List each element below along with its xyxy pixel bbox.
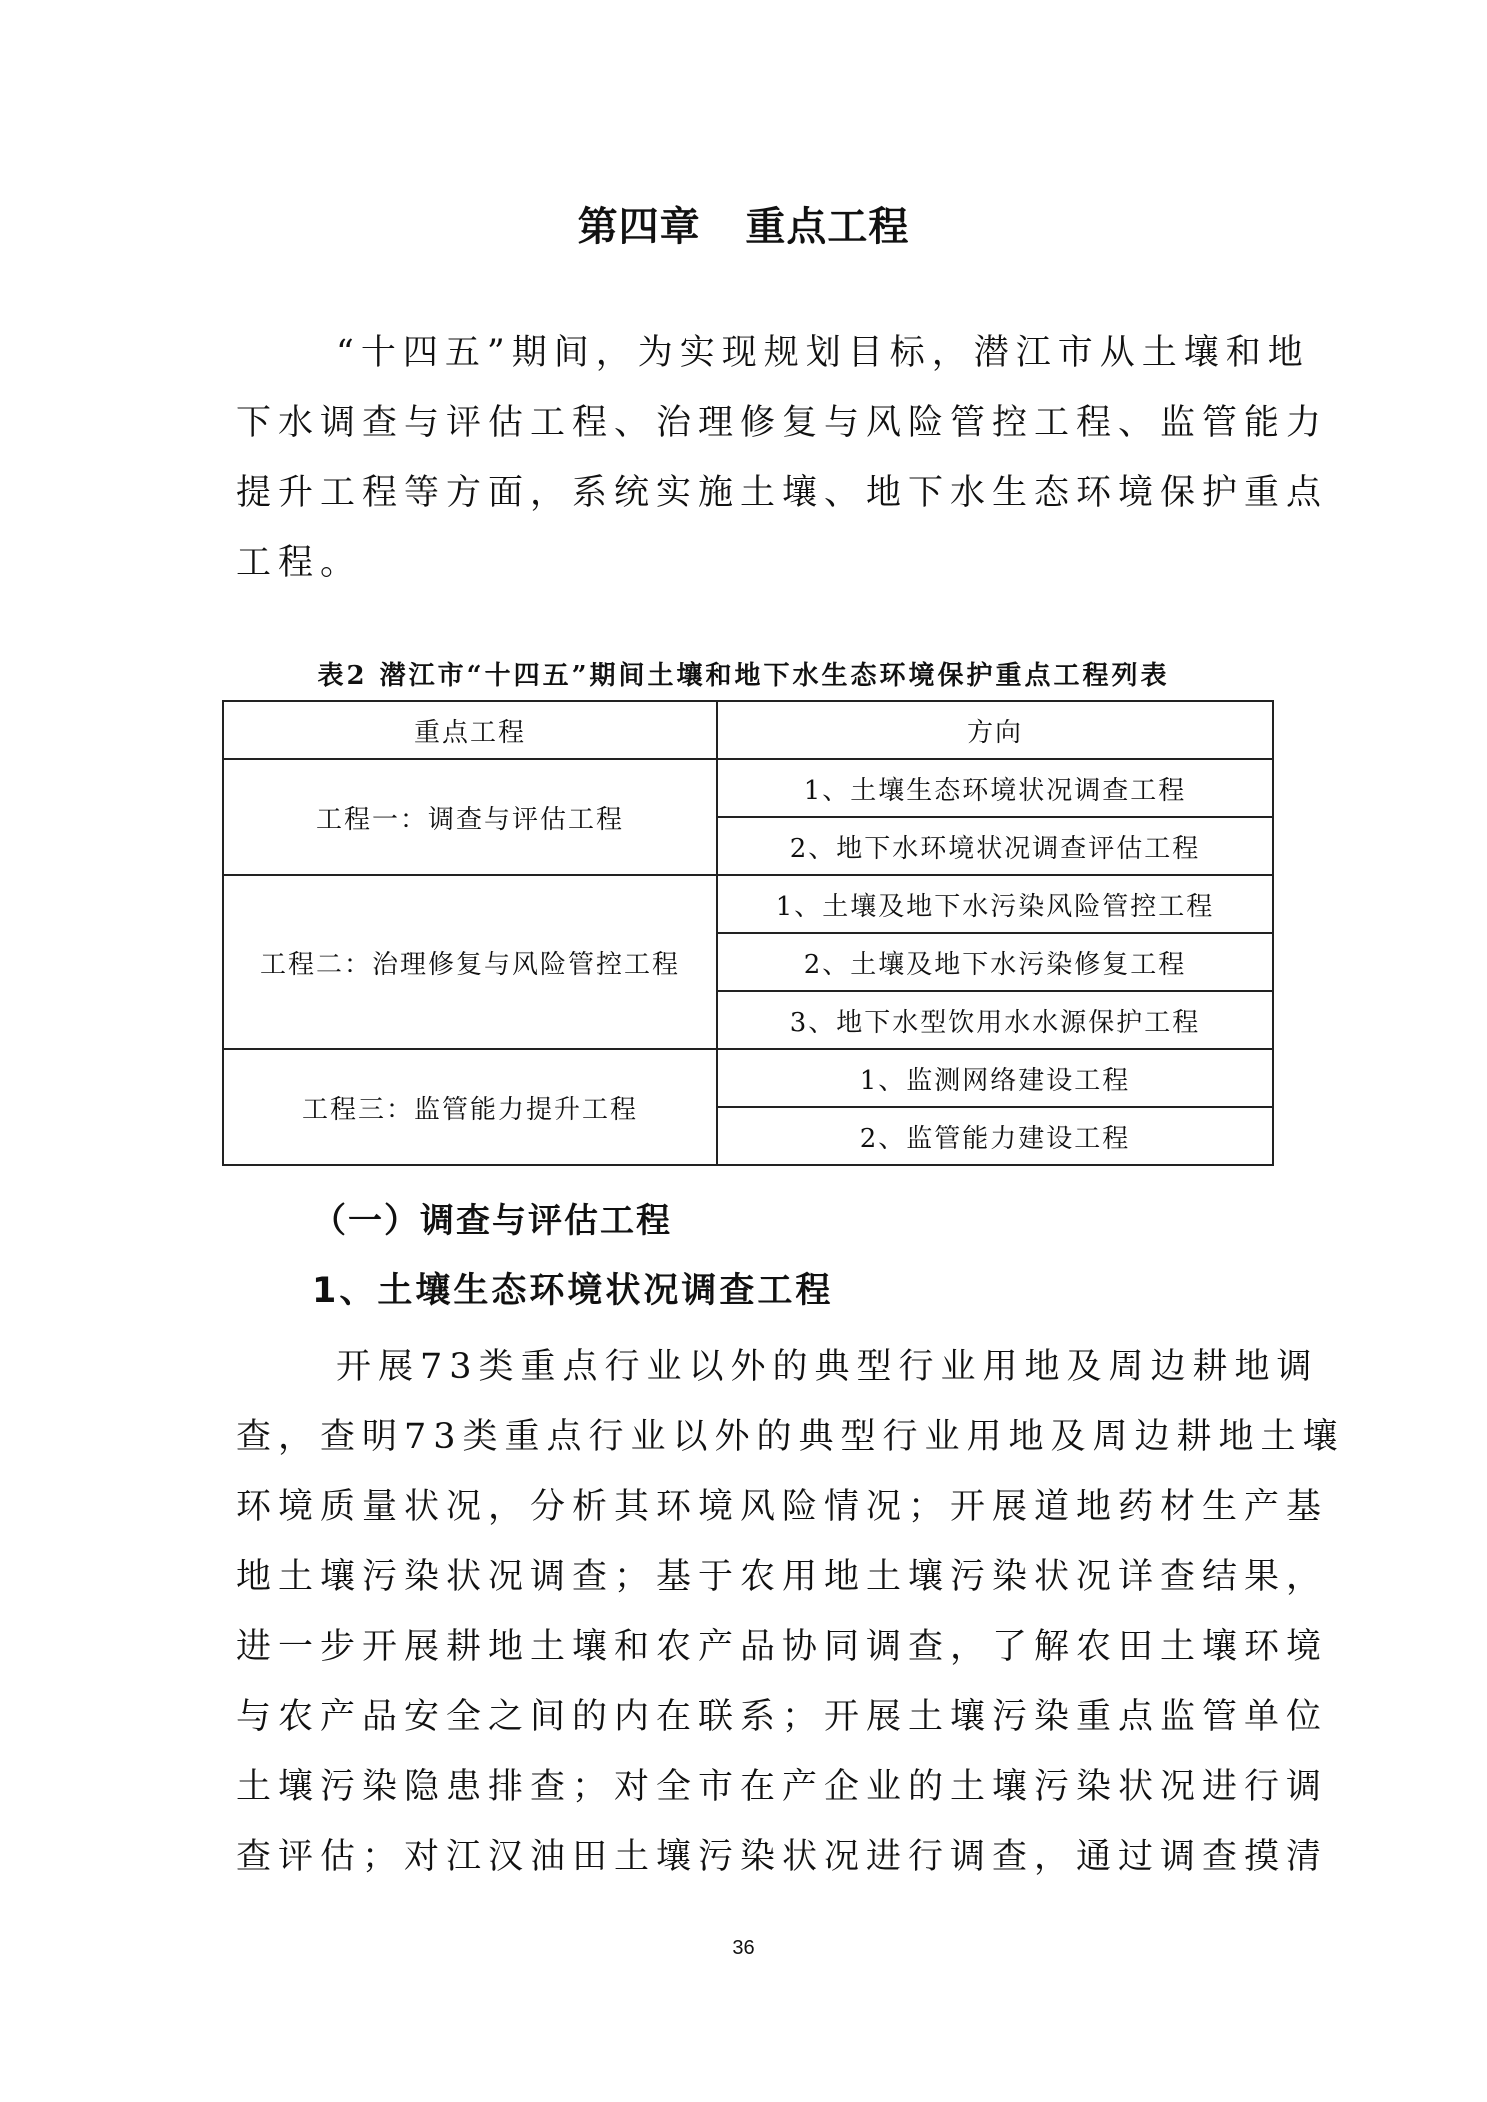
chapter-title: 第四章 重点工程: [577, 204, 910, 250]
direction-cell: 3、地下水型饮用水水源保护工程: [717, 991, 1273, 1049]
body-line: 进一步开展耕地土壤和农产品协同调查，了解农田土壤环境: [236, 1627, 1329, 1667]
direction-cell: 2、土壤及地下水污染修复工程: [717, 933, 1273, 991]
direction-cell: 2、监管能力建设工程: [717, 1107, 1273, 1165]
direction-cell: 1、监测网络建设工程: [717, 1049, 1273, 1107]
column-header-project: 重点工程: [223, 701, 717, 759]
intro-line: 提升工程等方面，系统实施土壤、地下水生态环境保护重点: [236, 473, 1329, 513]
body-line: 土壤污染隐患排查；对全市在产企业的土壤污染状况进行调: [236, 1767, 1329, 1807]
table-caption: 表2 潜江市“十四五”期间土壤和地下水生态环境保护重点工程列表: [317, 661, 1170, 691]
project-group-name: 工程二：治理修复与风险管控工程: [223, 875, 717, 1049]
projects-table: [222, 700, 1274, 1166]
table-row: [223, 1049, 1273, 1107]
direction-cell: 2、地下水环境状况调查评估工程: [717, 817, 1273, 875]
body-line: 地土壤污染状况调查；基于农用地土壤污染状况详查结果，: [236, 1557, 1329, 1597]
intro-paragraph: [236, 318, 1329, 598]
intro-line: 工程。: [236, 543, 363, 583]
body-line: 环境质量状况，分析其环境风险情况；开展道地药材生产基: [236, 1487, 1329, 1527]
table-row: [223, 875, 1273, 933]
body-paragraph: [236, 1332, 1345, 1892]
intro-line: 下水调查与评估工程、治理修复与风险管控工程、监管能力: [236, 403, 1329, 443]
intro-line: “十四五”期间，为实现规划目标，潜江市从土壤和地: [336, 333, 1310, 373]
project-group-name: 工程三：监管能力提升工程: [223, 1049, 717, 1165]
body-line: 查，查明73类重点行业以外的典型行业用地及周边耕地土壤: [236, 1417, 1345, 1457]
direction-cell: 1、土壤及地下水污染风险管控工程: [717, 875, 1273, 933]
subsection-heading: 1、土壤生态环境状况调查工程: [312, 1271, 834, 1311]
table-row: [223, 759, 1273, 817]
project-group-name: 工程一：调查与评估工程: [223, 759, 717, 875]
column-header-direction: 方向: [717, 701, 1273, 759]
table-header-row: [223, 701, 1273, 759]
body-line: 开展73类重点行业以外的典型行业用地及周边耕地调: [336, 1347, 1319, 1387]
body-line: 查评估；对江汉油田土壤污染状况进行调查，通过调查摸清: [236, 1837, 1329, 1877]
page-number: 36: [732, 1937, 755, 1959]
section-heading: （一）调查与评估工程: [312, 1201, 672, 1241]
direction-cell: 1、土壤生态环境状况调查工程: [717, 759, 1273, 817]
body-line: 与农产品安全之间的内在联系；开展土壤污染重点监管单位: [236, 1697, 1329, 1737]
